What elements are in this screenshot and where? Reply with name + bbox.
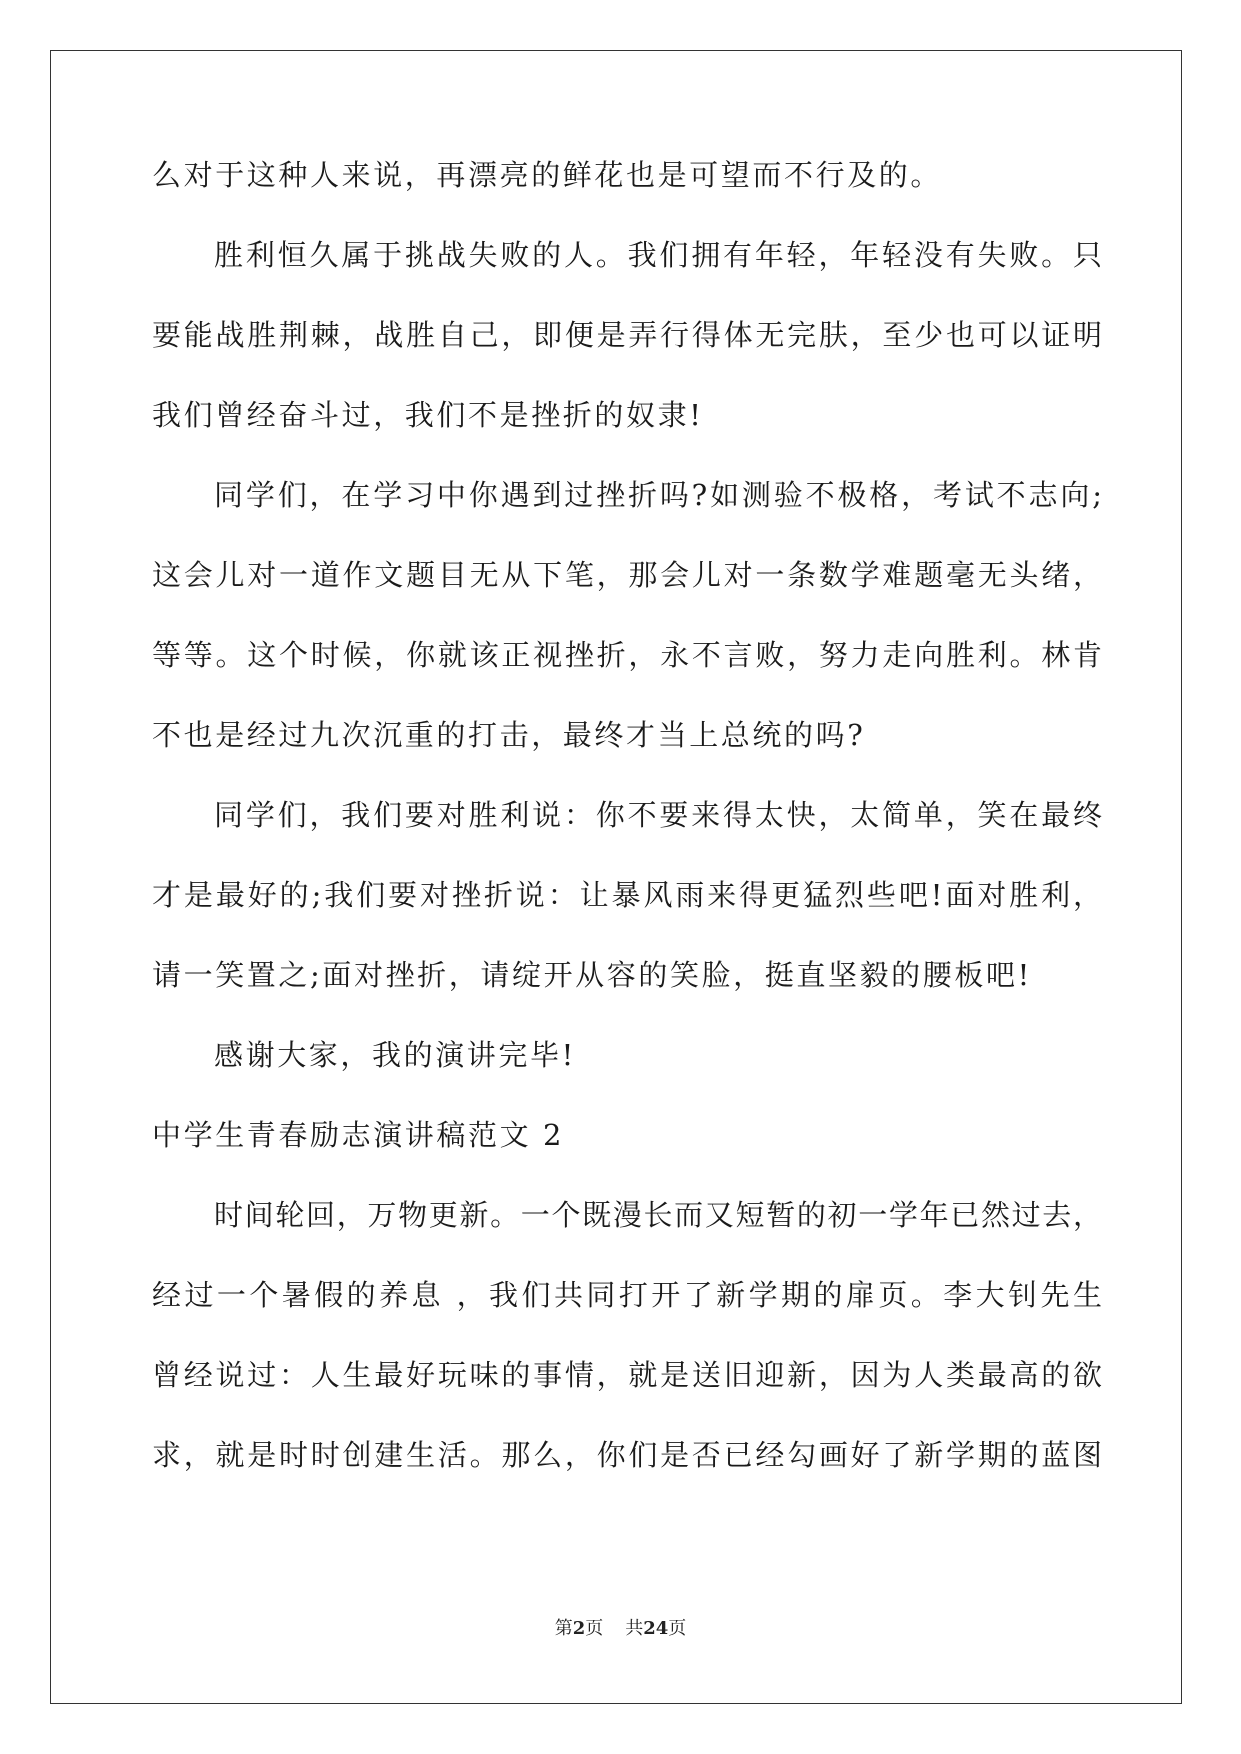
text-line: 我们曾经奋斗过，我们不是挫折的奴隶!	[152, 398, 704, 432]
text-line: 么对于这种人来说，再漂亮的鲜花也是可望而不行及的。	[152, 158, 943, 192]
paragraph-start-line: 同学们，我们要对胜利说：你不要来得太快，太简单，笑在最终	[214, 798, 1102, 832]
total-prefix: 共	[625, 1618, 644, 1639]
paragraph-start-line: 时间轮回，万物更新。一个既漫长而又短暂的初一学年已然过去，	[214, 1198, 1102, 1232]
text-line: 要能战胜荆棘，战胜自己，即便是弄行得体无完肤，至少也可以证明	[152, 318, 1102, 352]
page-number: 2	[572, 1618, 586, 1639]
text-line: 等等。这个时候，你就该正视挫折，永不言败，努力走向胜利。林肯	[152, 638, 1102, 672]
document-body	[152, 160, 1102, 1520]
text-line: 求，就是时时创建生活。那么，你们是否已经勾画好了新学期的蓝图	[152, 1438, 1102, 1472]
paragraph-start-line: 感谢大家，我的演讲完毕!	[214, 1038, 576, 1072]
text-line: 曾经说过：人生最好玩味的事情，就是送旧迎新，因为人类最高的欲	[152, 1358, 1102, 1392]
section-heading: 中学生青春励志演讲稿范文 2	[152, 1118, 565, 1152]
total-pages: 24	[643, 1618, 669, 1639]
text-line: 这会儿对一道作文题目无从下笔，那会儿对一条数学难题毫无头绪，	[152, 558, 1102, 592]
paragraph-start-line: 胜利恒久属于挑战失败的人。我们拥有年轻，年轻没有失败。只	[214, 238, 1102, 272]
text-line: 才是最好的;我们要对挫折说：让暴风雨来得更猛烈些吧!面对胜利，	[152, 878, 1102, 912]
page-suffix: 页	[585, 1618, 604, 1639]
text-line: 经过一个暑假的养息 ，我们共同打开了新学期的扉页。李大钊先生	[152, 1278, 1102, 1312]
total-suffix: 页	[668, 1618, 687, 1639]
text-line: 请一笑置之;面对挫折，请绽开从容的笑脸，挺直坚毅的腰板吧!	[152, 958, 1032, 992]
page-prefix: 第	[554, 1618, 573, 1639]
page-footer	[0, 1619, 1241, 1639]
paragraph-start-line: 同学们，在学习中你遇到过挫折吗?如测验不极格，考试不志向;	[214, 478, 1102, 512]
text-line: 不也是经过九次沉重的打击，最终才当上总统的吗?	[152, 718, 866, 752]
